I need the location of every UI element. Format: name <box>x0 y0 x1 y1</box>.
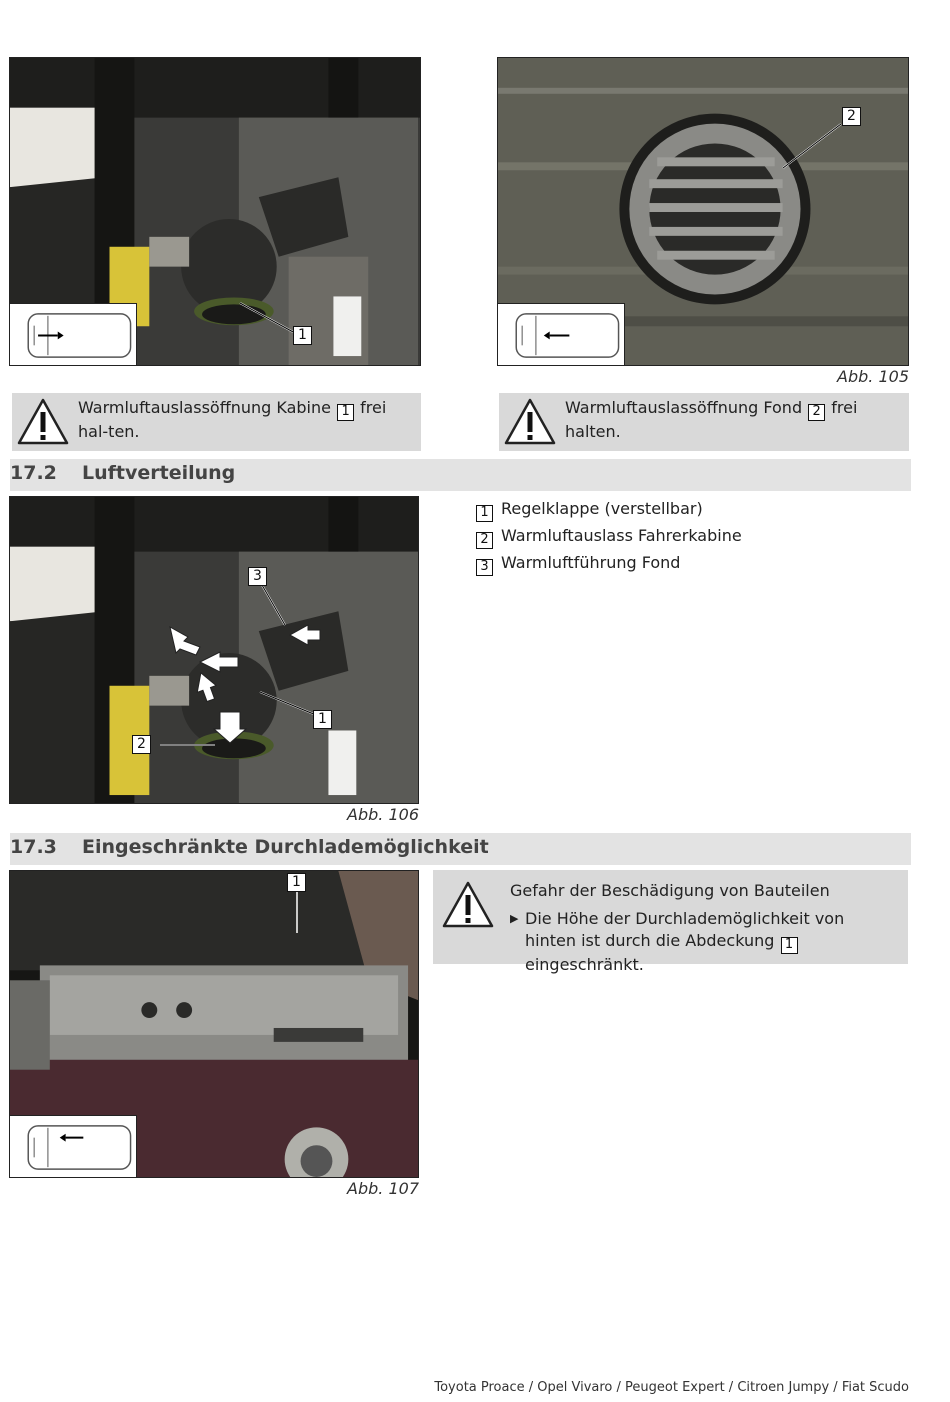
figure-caption: Abb. 106 <box>347 805 419 824</box>
warning-text: Warmluftauslassöffnung Kabine 1 frei hal-ten. <box>78 398 387 441</box>
callout-label: 1 <box>313 710 332 729</box>
figure-105-right-photo <box>497 57 909 366</box>
ref-box: 1 <box>337 404 354 421</box>
legend-item: 3 Warmluftführung Fond <box>475 552 742 579</box>
figure-107-photo <box>9 870 419 1178</box>
warning-box <box>12 393 421 451</box>
warning-triangle-icon <box>441 880 495 930</box>
callout-label: 1 <box>293 326 312 345</box>
ref-box: 1 <box>781 937 798 954</box>
figure-105-left-photo <box>9 57 421 366</box>
legend-item: 1 Regelklappe (verstellbar) <box>475 498 742 525</box>
warning-triangle-icon <box>503 397 557 447</box>
figure-caption: Abb. 107 <box>347 1179 419 1198</box>
ref-box: 1 <box>476 505 493 522</box>
section-heading <box>10 833 911 865</box>
callout-label: 2 <box>132 735 151 754</box>
legend-item: 2 Warmluftauslass Fahrerkabine <box>475 525 742 552</box>
warning-heading: Gefahr der Beschädigung von Bauteilen <box>510 881 830 900</box>
callout-label: 1 <box>287 873 306 892</box>
section-title: Luftverteilung <box>82 462 236 484</box>
ref-box: 3 <box>476 559 493 576</box>
warning-triangle-icon <box>16 397 70 447</box>
warning-text: Warmluftauslassöffnung Fond 2 frei halten. <box>565 398 858 441</box>
figure-caption: Abb. 105 <box>837 367 909 386</box>
ref-box: 2 <box>808 404 825 421</box>
warning-content <box>510 880 898 976</box>
page-footer: Toyota Proace / Opel Vivaro / Peugeot Expert / Citroen Jumpy / Fiat Scudo <box>434 1380 909 1395</box>
warning-box <box>499 393 909 451</box>
figure-106-photo <box>9 496 419 804</box>
legend-list <box>475 498 742 579</box>
warning-bullet: ▶ Die Höhe der Durchlademöglichkeit von hinten ist durch die Abdeckung 1 eingeschränkt. <box>510 908 898 976</box>
ref-box: 2 <box>476 532 493 549</box>
section-title: Eingeschränkte Durchlademöglichkeit <box>82 836 489 858</box>
warning-box <box>433 870 908 974</box>
section-number: 17.2 <box>10 462 57 484</box>
callout-label: 2 <box>842 107 861 126</box>
section-heading <box>10 459 911 491</box>
section-number: 17.3 <box>10 836 57 858</box>
callout-label: 3 <box>248 567 267 586</box>
